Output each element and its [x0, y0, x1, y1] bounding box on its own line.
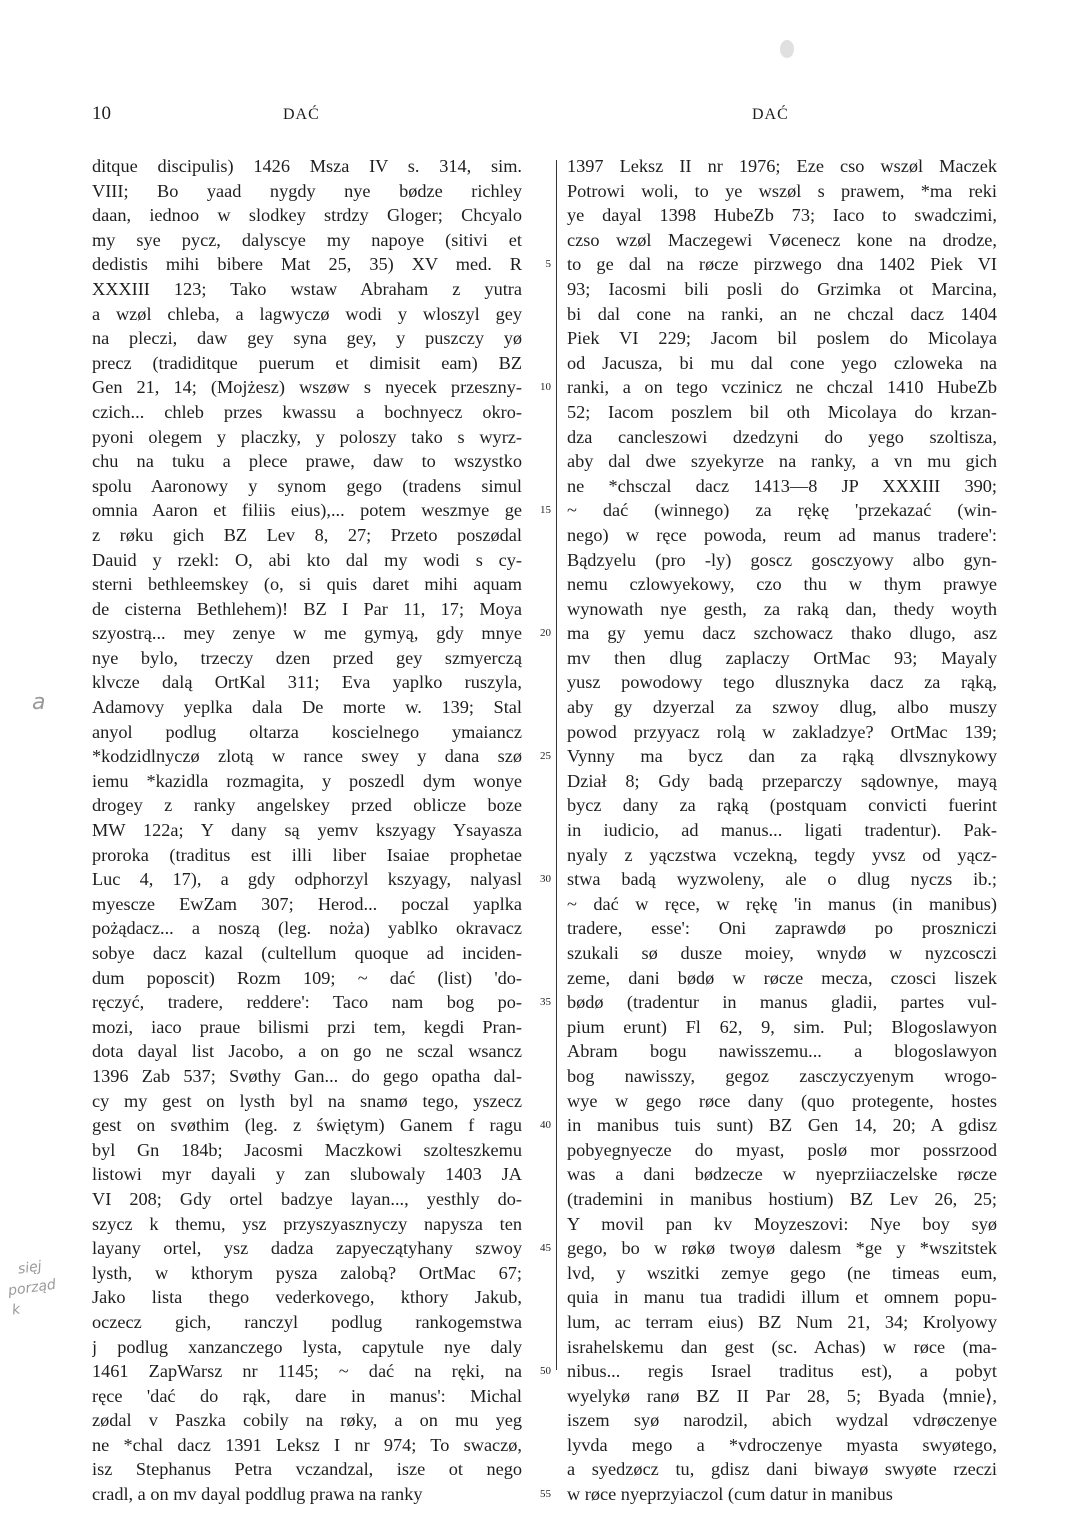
- left-column-line: ręczyć, tradere, reddere': Taco nam bog po-: [92, 992, 522, 1013]
- right-column-line: Vynny ma bycz dan za rąką dlvsznykowy: [567, 746, 997, 767]
- left-column-line: ręce 'dać do rąk, dare in manus': Michal: [92, 1385, 522, 1406]
- line-number: 5: [545, 258, 551, 271]
- right-column-line: Potrowi woli, to ye wszøl s prawem, *ma reki: [567, 180, 997, 201]
- margin-handwritten-note: porząd: [7, 1276, 57, 1300]
- left-column-line: nye bylo, trzeczy dzen przed gey szmyerczą: [92, 647, 522, 668]
- right-column-line: 93; Iacosmi bili posli do Grzimka ot Marcina,: [567, 278, 997, 299]
- right-column-line: stwa badą wyzwoleny, ale o dlug nyczs ib.;: [567, 869, 997, 890]
- left-column-line: 1461 ZapWarsz nr 1145; ~ dać na ręki, na: [92, 1361, 522, 1382]
- right-column-line: yusz powodowy tego dlusznyka dacz za rąką,: [567, 672, 997, 693]
- right-column-line: ma gy yemu dacz szchowacz thako dlugo, asz: [567, 623, 997, 644]
- line-number: 10: [540, 381, 551, 394]
- right-column-line: od Jacusza, bi mu dal cone yego czloweka na: [567, 352, 997, 373]
- left-column-line: omnia Aaron et filiis eius),... potem weszmye ge: [92, 500, 522, 521]
- left-column-line: szyostrą... mey zenye w me gymyą, gdy mnye: [92, 623, 522, 644]
- left-column-line: gest on svøthim (leg. z świętym) Ganem f ragu: [92, 1115, 522, 1136]
- ink-smudge: [780, 40, 794, 58]
- left-column-line: 1396 Zab 537; Svøthy Gan... do gego opatha dal-: [92, 1065, 522, 1086]
- right-column-line: quia in manu tua tradidi illum et omnem popu-: [567, 1287, 997, 1308]
- right-column-line: wyelykø ranø BZ II Par 28, 5; Byada ⟨mnie⟩,: [567, 1385, 997, 1406]
- left-column-line: cy my gest on lysth byl na snamø tego, yszecz: [92, 1090, 522, 1111]
- right-column-line: bi dal cone na ranki, an ne chczal dacz 1404: [567, 303, 997, 324]
- right-column-line: (trademini in manibus hostium) BZ Lev 26, 25;: [567, 1188, 997, 1209]
- left-column-line: *kodzidlnyczø zlotą w rance swey y dana szø: [92, 746, 522, 767]
- line-number: 55: [540, 1488, 551, 1501]
- right-column-line: pium erunt) Fl 62, 9, sim. Pul; Blogoslawyon: [567, 1016, 997, 1037]
- right-column-line: ranki, a on tego vczinicz ne chczal 1410 HubeZb: [567, 377, 997, 398]
- left-column-line: dota dayal list Jacobo, a on go ne sczal wsancz: [92, 1041, 522, 1062]
- right-column-line: wynowath nye gesth, za raką dan, thedy woyth: [567, 598, 997, 619]
- right-column-line: lyvda mego a *vdroczenye myasta swyøtego,: [567, 1434, 997, 1455]
- left-column-line: zødal v Paszka cobily na røky, a on mu yeg: [92, 1410, 522, 1431]
- left-column-line: sterni bethleemskey (o, si quis daret mihi aquam: [92, 574, 522, 595]
- left-column-line: dum poposcit) Rozm 109; ~ dać (list) 'do-: [92, 967, 522, 988]
- left-column-line: lysth, w kthorym pysza zalobą? OrtMac 67;: [92, 1262, 522, 1283]
- left-column-line: de cisterna Bethlehem)! BZ I Par 11, 17; Moya: [92, 598, 522, 619]
- left-column-line: ditque discipulis) 1426 Msza IV s. 314, sim.: [92, 156, 522, 176]
- margin-handwritten-mark: a: [32, 690, 46, 715]
- right-column-line: lvd, y wszitki zemye gego (ne timeas eum,: [567, 1262, 997, 1283]
- right-column-line: wye w gego røce dany (quo protegente, hostes: [567, 1090, 997, 1111]
- left-text-column: [92, 154, 522, 1507]
- right-column-line: 1397 Leksz II nr 1976; Eze cso wszøl Maczek: [567, 156, 997, 176]
- left-column-line: chu na tuku a plece prawe, daw to wszystko: [92, 451, 522, 472]
- right-column-line: pobyegnyecze do myast, poslø mor possrzood: [567, 1139, 997, 1160]
- column-divider-rule: [556, 160, 557, 1370]
- left-column-line: iemu *kazidla rozmagita, y poszedl dym wonye: [92, 770, 522, 791]
- right-column-line: Piek VI 229; Jacom bil poslem do Micolaya: [567, 328, 997, 349]
- line-number: 35: [540, 996, 551, 1009]
- right-column-line: tradere, esse': Oni zaprawdø po proszniczi: [567, 918, 997, 939]
- left-column-line: proroka (traditus est illi liber Isaiae prophetae: [92, 844, 522, 865]
- right-column-line: ~ dać (winnego) za rękę 'przekazać (win-: [567, 500, 997, 521]
- right-column-line: a syedzøcz tu, gdisz dani biwayø swyøte rzeczi: [567, 1459, 997, 1480]
- page-number: 10: [92, 103, 111, 124]
- left-column-line: byl Gn 184b; Jacosmi Maczkowi szolteszkemu: [92, 1139, 522, 1160]
- margin-handwritten-note: sięj: [17, 1258, 43, 1278]
- line-number: 25: [540, 750, 551, 763]
- left-column-line: listowi myr dayali y zan slubowaly 1403 JA: [92, 1164, 522, 1185]
- right-column-line: Bądzyelu (pro -ly) goscz gosczyowy albo gyn-: [567, 549, 997, 570]
- left-column-line: anyol podlug oltarza koscielnego ymaiancz: [92, 721, 522, 742]
- line-number: 15: [540, 504, 551, 517]
- right-column-line: ne *chsczal dacz 1413—8 JP XXXIII 390;: [567, 475, 997, 496]
- left-column-line: pyoni olegem y placzky, y poloszy tako s wyrz-: [92, 426, 522, 447]
- left-column-line: Adamovy yeplka dala De morte w. 139; Stal: [92, 697, 522, 718]
- left-column-line: my sye pycz, dalyscye my napoye (sitivi et: [92, 229, 522, 250]
- right-column-line: bødø (tradentur in manus gladii, partes vul-: [567, 992, 997, 1013]
- right-column-line: aby dal dwe szyekyrze na ranky, a vn mu gich: [567, 451, 997, 472]
- left-column-line: VI 208; Gdy ortel badzye layan..., yesthly do-: [92, 1188, 522, 1209]
- right-column-line: israhelskemu dan gest (sc. Achas) w røce (ma-: [567, 1336, 997, 1357]
- left-column-line: szycz k themu, ysz przyszyasznyczy napysza ten: [92, 1213, 522, 1234]
- left-column-line: Dauid y rzekl: O, abi kto dal my wodi s cy-: [92, 549, 522, 570]
- left-column-line: pożądacz... a noszą (leg. noża) yablko okravacz: [92, 918, 522, 939]
- line-number: 30: [540, 873, 551, 886]
- left-column-line: sobye dacz kazal (cultellum quoque ad inciden-: [92, 943, 522, 963]
- left-column-line: precz (tradiditque puerum et dimisit eam) BZ: [92, 352, 522, 373]
- left-column-line: Jako lista thego vederkovego, kthory Jakub,: [92, 1287, 522, 1308]
- left-column-line: MW 122a; Y dany są yemv kszyagy Ysayasza: [92, 820, 522, 841]
- right-column-line: to ge dal na røcze pirzwego dna 1402 Piek VI: [567, 254, 997, 275]
- right-column-line: was a dani bødzecze w nyeprziiaczelske røcze: [567, 1164, 997, 1185]
- right-column-line: ~ dać w ręce, w rękę 'in manus (in manibus): [567, 893, 997, 914]
- left-column-line: cradl, a on mv dayal poddlug prawa na ranky: [92, 1484, 423, 1505]
- right-column-line: szukali sø dusze moiey, wnydø w nyzcosczi: [567, 943, 997, 963]
- left-column-line: czich... chleb przes kwassu a bochnyecz okro-: [92, 401, 522, 422]
- running-head-left: DAĆ: [283, 106, 320, 123]
- right-column-line: Abram bogu nawisszemu... a blogoslawyon: [567, 1041, 997, 1062]
- right-column-line: nego) w ręce powoda, reum ad manus tradere':: [567, 524, 997, 545]
- right-column-line: iszem syø narodzil, abich wydzal vdrøczenye: [567, 1410, 997, 1431]
- right-column-line: bycz dany za rąką (postquam convicti fuerint: [567, 795, 997, 816]
- left-column-line: Gen 21, 14; (Mojżesz) wszøw s nyecek przeszny-: [92, 377, 522, 398]
- left-column-line: Luc 4, 17), a gdy odphorzyl kszyagy, nalyasl: [92, 869, 522, 890]
- left-column-line: z røku gich BZ Lev 8, 27; Przeto poszødal: [92, 524, 522, 545]
- right-column-line: czso wzøl Maczegewi Vøcenecz kone na drodze,: [567, 229, 997, 250]
- right-column-line: Dział 8; Gdy badą przeparczy sądownye, mayą: [567, 770, 997, 791]
- left-column-line: mozi, iaco praue bilismi przi tem, kegdi Pran-: [92, 1016, 522, 1037]
- left-column-line: isz Stephanus Petra vczandzal, isze ot nego: [92, 1459, 522, 1480]
- right-column-line: ye dayal 1398 HubeZb 73; Iaco to swadczimi,: [567, 205, 997, 226]
- right-column-line: powod przyyacz rolą w zakladzye? OrtMac 139;: [567, 721, 997, 742]
- right-column-line: in iudicio, ad manus... ligati tradentur). Pak-: [567, 820, 997, 841]
- left-column-line: dedistis mihi bibere Mat 25, 35) XV med. R: [92, 254, 522, 275]
- margin-handwritten-note: k: [10, 1301, 22, 1319]
- right-column-line: in manibus tuis sunt) BZ Gen 14, 20; A gdisz: [567, 1115, 997, 1136]
- left-column-line: myescze EwZam 307; Herod... poczal yaplka: [92, 893, 522, 914]
- left-column-line: spolu Aaronowy y synom gego (tradens simul: [92, 475, 522, 496]
- right-column-line: Y movil pan kv Moyzeszovi: Nye boy syø: [567, 1213, 997, 1234]
- left-column-line: VIII; Bo yaad nygdy nye bødze richley: [92, 180, 522, 201]
- right-column-line: 52; Iacom poszlem bil oth Micolaya do krzan-: [567, 401, 997, 422]
- left-column-line: na pleczi, daw gey syna gey, y puszczy yø: [92, 328, 522, 349]
- right-column-line: nemu czlowyekowy, czo thu w thym prawye: [567, 574, 997, 595]
- left-column-line: XXXIII 123; Tako wstaw Abraham z yutra: [92, 278, 522, 299]
- right-column-line: w røce nyeprzyiaczol (cum datur in manibus: [567, 1484, 893, 1505]
- right-column-line: mv then dlug zaplaczy OrtMac 93; Mayaly: [567, 647, 997, 668]
- right-column-line: lum, ac terram eius) BZ Num 21, 34; Krolyowy: [567, 1311, 997, 1332]
- right-column-line: nyaly z yączstwa vczekną, tegdy yvsz od yącz-: [567, 844, 997, 865]
- line-number: 45: [540, 1242, 551, 1255]
- line-number: 40: [540, 1119, 551, 1132]
- right-text-column: [567, 154, 997, 1507]
- running-head-right: DAĆ: [752, 106, 789, 123]
- right-column-line: aby gy dzyerzal za szwoy dlug, albo muszy: [567, 697, 997, 718]
- left-column-line: drogey z ranky angelskey przed oblicze boze: [92, 795, 522, 816]
- right-column-line: dza cancleszowi dzedzyni do yego szoltisza,: [567, 426, 997, 447]
- left-column-line: layany ortel, ysz dadza zapyeczątyhany szwoy: [92, 1238, 522, 1259]
- left-column-line: daan, iednoo w slodkey strdzy Gloger; Chcyalo: [92, 205, 522, 226]
- line-number: 20: [540, 627, 551, 640]
- left-column-line: j podlug xanzanczego lysta, capytule nye daly: [92, 1336, 522, 1357]
- left-column-line: a wzøl chleba, a lagwyczø wodi y wloszyl gey: [92, 303, 522, 324]
- left-column-line: oczecz gich, ranczyl podlug rankogemstwa: [92, 1311, 522, 1332]
- right-column-line: zeme, dani bødø w røcze mecza, czosci liszek: [567, 967, 997, 988]
- right-column-line: gego, bo w røkø twoyø dalesm *ge y *wszitstek: [567, 1238, 997, 1259]
- line-number: 50: [540, 1365, 551, 1378]
- right-column-line: nibus... regis Israel traditus est), a pobyt: [567, 1361, 997, 1382]
- left-column-line: ne *chal dacz 1391 Leksz I nr 974; To swaczø,: [92, 1434, 522, 1455]
- left-column-line: klvcze dalą OrtKal 311; Eva yaplko ruszyla,: [92, 672, 522, 693]
- right-column-line: bog nawisszy, gegoz zasczyczyenym wrogo-: [567, 1065, 997, 1086]
